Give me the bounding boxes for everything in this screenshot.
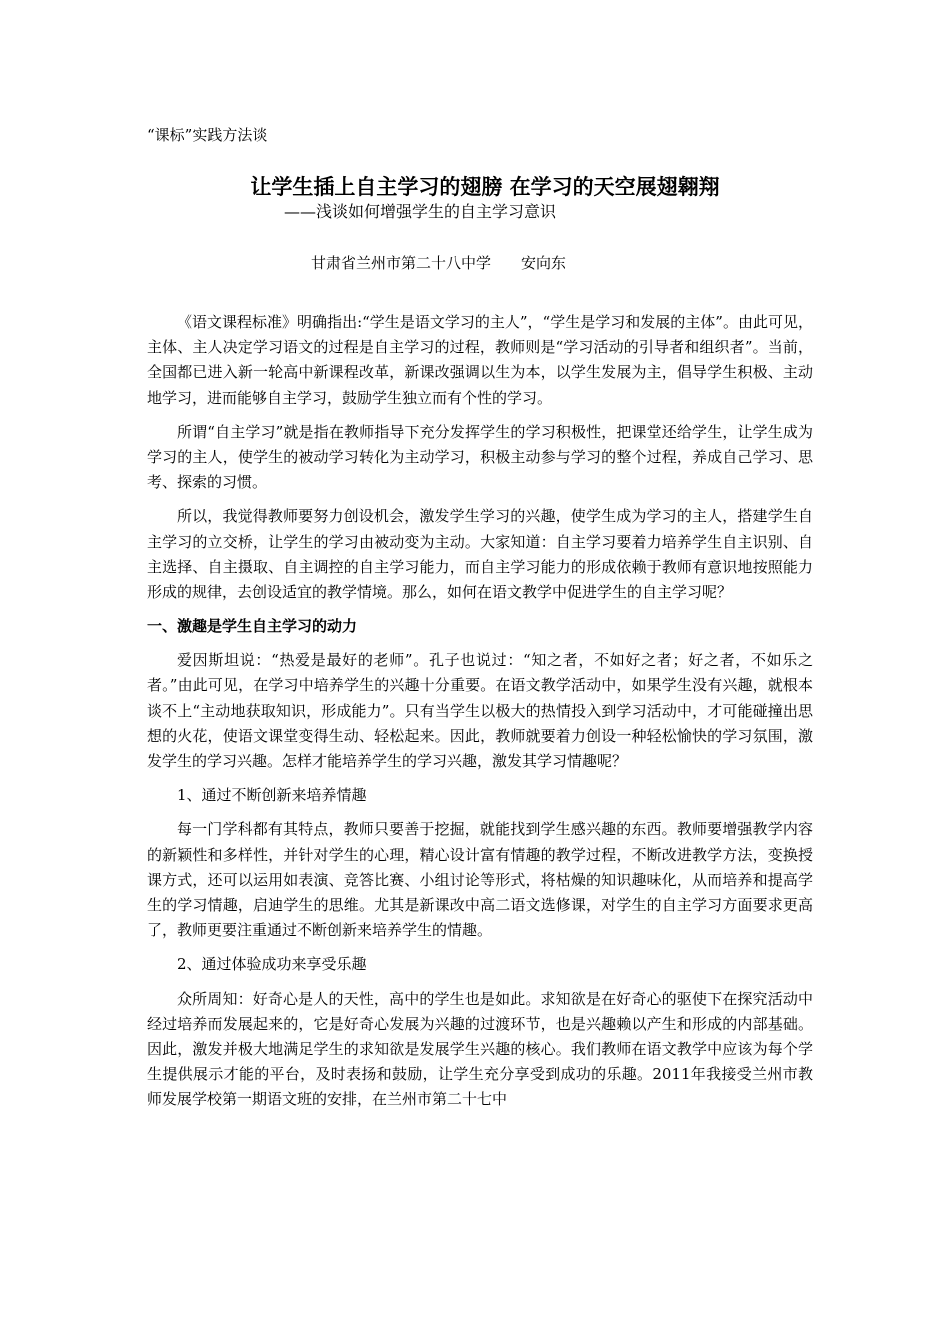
paragraph: 所以，我觉得教师要努力创设机会，激发学生学习的兴趣，使学生成为学习的主人，搭建学生自主学习的立交桥，让学生的学习由被动变为主动。大家知道：自主学习要着力培养学生自主识别、自主选择、自主摄取、自主调控的自主学习能力，而自主学习能力的形成依赖于教师有意识地按照能力形成的规律，去创设适宜的教学情境。那么，如何在语文教学中促进学生的自主学习呢？ — [147, 507, 813, 602]
article-title: 让学生插上自主学习的翅膀 在学习的天空展翅翱翔 — [250, 175, 720, 199]
series-label: “课标”实践方法谈 — [147, 126, 268, 144]
paragraph: 《语文课程标准》明确指出:“学生是语文学习的主人”，“学生是学习和发展的主体”。由此可见，主体、主人决定学习语文的过程是自主学习的过程，教师则是“学习活动的引导者和组织者”。当前，全国都已进入新一轮高中新课程改革，新课改强调以生为本，以学生发展为主，倡导学生积极、主动地学习，进而能够自主学习，鼓励学生独立而有个性的学习。 — [147, 313, 813, 407]
subsection-heading: 1、通过不断创新来培养情趣 — [177, 786, 367, 805]
section-heading: 一、激趣是学生自主学习的动力 — [147, 617, 358, 636]
article-subtitle: ——浅谈如何增强学生的自主学习意识 — [284, 202, 557, 221]
article-body — [147, 310, 813, 1122]
paragraph: 众所周知：好奇心是人的天性，高中的学生也是如此。求知欲是在好奇心的驱使下在探究活动中经过培养而发展起来的，它是好奇心发展为兴趣的过渡环节，也是兴趣赖以产生和形成的内部基础。因此，激发并极大地满足学生的求知欲是发展学生兴趣的核心。我们教师在语文教学中应该为每个学生提供展示才能的平台，及时表扬和鼓励，让学生充分享受到成功的乐趣。2011年我接受兰州市教师发展学校第一期语文班的安排，在兰州市第二十七中 — [147, 989, 813, 1109]
paragraph: 爱因斯坦说：“热爱是最好的老师”。孔子也说过：“知之者，不如好之者；好之者，不如乐之者。”由此可见，在学习中培养学生的兴趣十分重要。在语文教学活动中，如果学生没有兴趣，就根本谈不上“主动地获取知识，形成能力”。只有当学生以极大的热情投入到学习活动中，才可能碰撞出思想的火花，使语文课堂变得生动、轻松起来。因此，教师就要着力创设一种轻松愉快的学习氛围，激发学生的学习兴趣。怎样才能培养学生的学习兴趣，激发其学习情趣呢？ — [147, 651, 813, 771]
subsection-heading: 2、通过体验成功来享受乐趣 — [177, 955, 367, 974]
paragraph: 所谓“自主学习”就是指在教师指导下充分发挥学生的学习积极性，把课堂还给学生，让学生成为学习的主人，使学生的被动学习转化为主动学习，积极主动参与学习的整个过程，养成自己学习、思考、探索的习惯。 — [147, 422, 813, 492]
author-line: 甘肃省兰州市第二十八中学 安向东 — [311, 254, 567, 272]
paragraph: 每一门学科都有其特点，教师只要善于挖掘，就能找到学生感兴趣的东西。教师要增强教学内容的新颖性和多样性，并针对学生的心理，精心设计富有情趣的教学过程，不断改进教学方法，变换授课方式，还可以运用如表演、竞答比赛、小组讨论等形式，将枯燥的知识趣味化，从而培养和提高学生的学习情趣，启迪学生的思维。尤其是新课改中高二语文选修课，对学生的自主学习方面要求更高了，教师更要注重通过不断创新来培养学生的情趣。 — [147, 820, 813, 940]
